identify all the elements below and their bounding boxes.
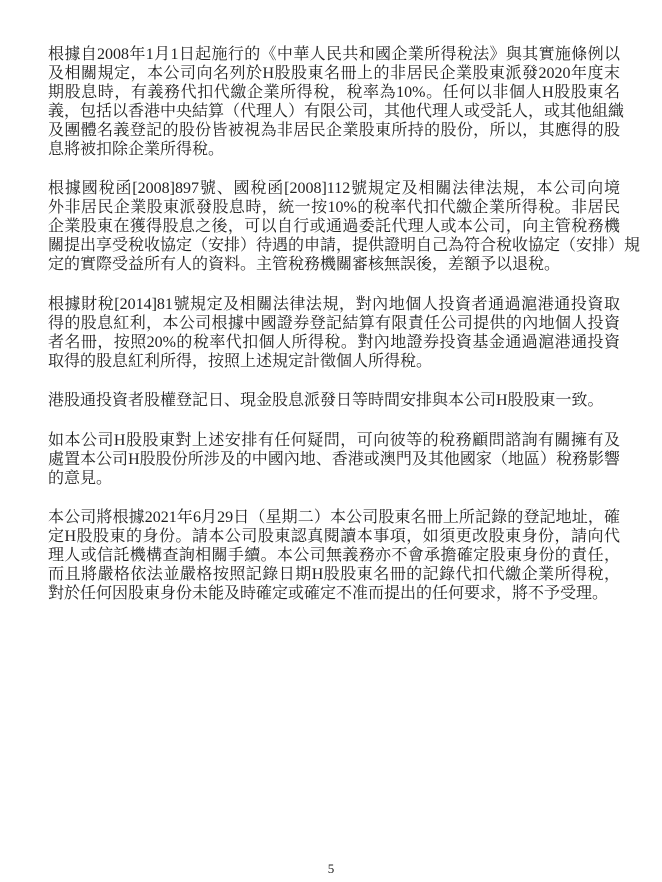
- text-line: 義，包括以香港中央結算（代理人）有限公司，其他代理人或受託人，或其他組織: [48, 103, 625, 120]
- paragraph: [48, 179, 641, 274]
- paragraph: [48, 391, 620, 410]
- text-line: 及團體名義登記的股份皆被視為非居民企業股東所持的股份，所以，其應得的股: [48, 122, 620, 139]
- text-line: 得的股息紅利，本公司根據中國證券登記結算有限責任公司提供的內地個人投資: [48, 314, 620, 332]
- text-line: 本公司將根據2021年6月29日（星期二）本公司股東名冊上所記錄的登記地址，確: [48, 508, 620, 526]
- text-line: 根據自2008年1月1日起施行的《中華人民共和國企業所得稅法》與其實施條例以: [48, 46, 620, 63]
- text-line: 者名冊，按照20%的稅率代扣個人所得稅。對內地證券投資基金通過滬港通投資: [48, 333, 620, 351]
- text-line: 及相關規定，本公司向名列於H股股東名冊上的非居民企業股東派發2020年度末: [48, 65, 620, 82]
- text-line: 定H股股東的身份。請本公司股東認真閱讀本事項，如須更改股東身份，請向代: [48, 527, 620, 545]
- paragraph: [48, 295, 620, 371]
- text-line: 而且將嚴格依法並嚴格按照記錄日期H股股東名冊的記錄代扣代繳企業所得稅，: [48, 565, 620, 583]
- text-line: 如本公司H股股東對上述安排有任何疑問，可向彼等的稅務顧問諮詢有關擁有及: [48, 431, 620, 449]
- text-line: 根據國稅函[2008]897號、國稅函[2008]112號規定及相關法律法規，本公司向境: [48, 180, 620, 198]
- text-line: 對於任何因股東身份未能及時確定或確定不准而提出的任何要求，將不予受理。: [48, 584, 609, 602]
- text-line: 外非居民企業股東派發股息時，統一按10%的稅率代扣代繳企業所得稅。非居民: [48, 199, 620, 217]
- text-line: 處置本公司H股股份所涉及的中國內地、香港或澳門及其他國家（地區）稅務影響: [48, 450, 620, 468]
- document-body: [48, 45, 641, 623]
- page-number: 5: [327, 861, 335, 876]
- text-line: 取得的股息紅利所得，按照上述規定計徵個人所得稅。: [48, 352, 433, 370]
- text-line: 息將被扣除企業所得稅。: [48, 141, 225, 158]
- text-line: 關提出享受稅收協定（安排）待遇的申請，提供證明自己為符合稅收協定（安排）規: [48, 237, 641, 255]
- paragraph: [48, 508, 620, 603]
- text-line: 港股通投資者股權登記日、現金股息派發日等時間安排與本公司H股股東一致。: [48, 392, 604, 410]
- text-line: 的意見。: [48, 469, 113, 487]
- paragraph: [48, 45, 625, 159]
- text-line: 企業股東在獲得股息之後，可以自行或通過委託代理人或本公司，向主管稅務機: [48, 218, 620, 236]
- paragraph: [48, 431, 620, 488]
- text-line: 理人或信託機構查詢相關手續。本公司無義務亦不會承擔確定股東身份的責任，: [48, 546, 620, 564]
- text-line: 期股息時，有義務代扣代繳企業所得稅，稅率為10%。任何以非個人H股股東名: [48, 84, 620, 101]
- text-line: 定的實際受益所有人的資料。主管稅務機關審核無誤後，差額予以退稅。: [48, 256, 561, 274]
- text-line: 根據財稅[2014]81號規定及相關法律法規，對內地個人投資者通過滬港通投資取: [48, 295, 620, 313]
